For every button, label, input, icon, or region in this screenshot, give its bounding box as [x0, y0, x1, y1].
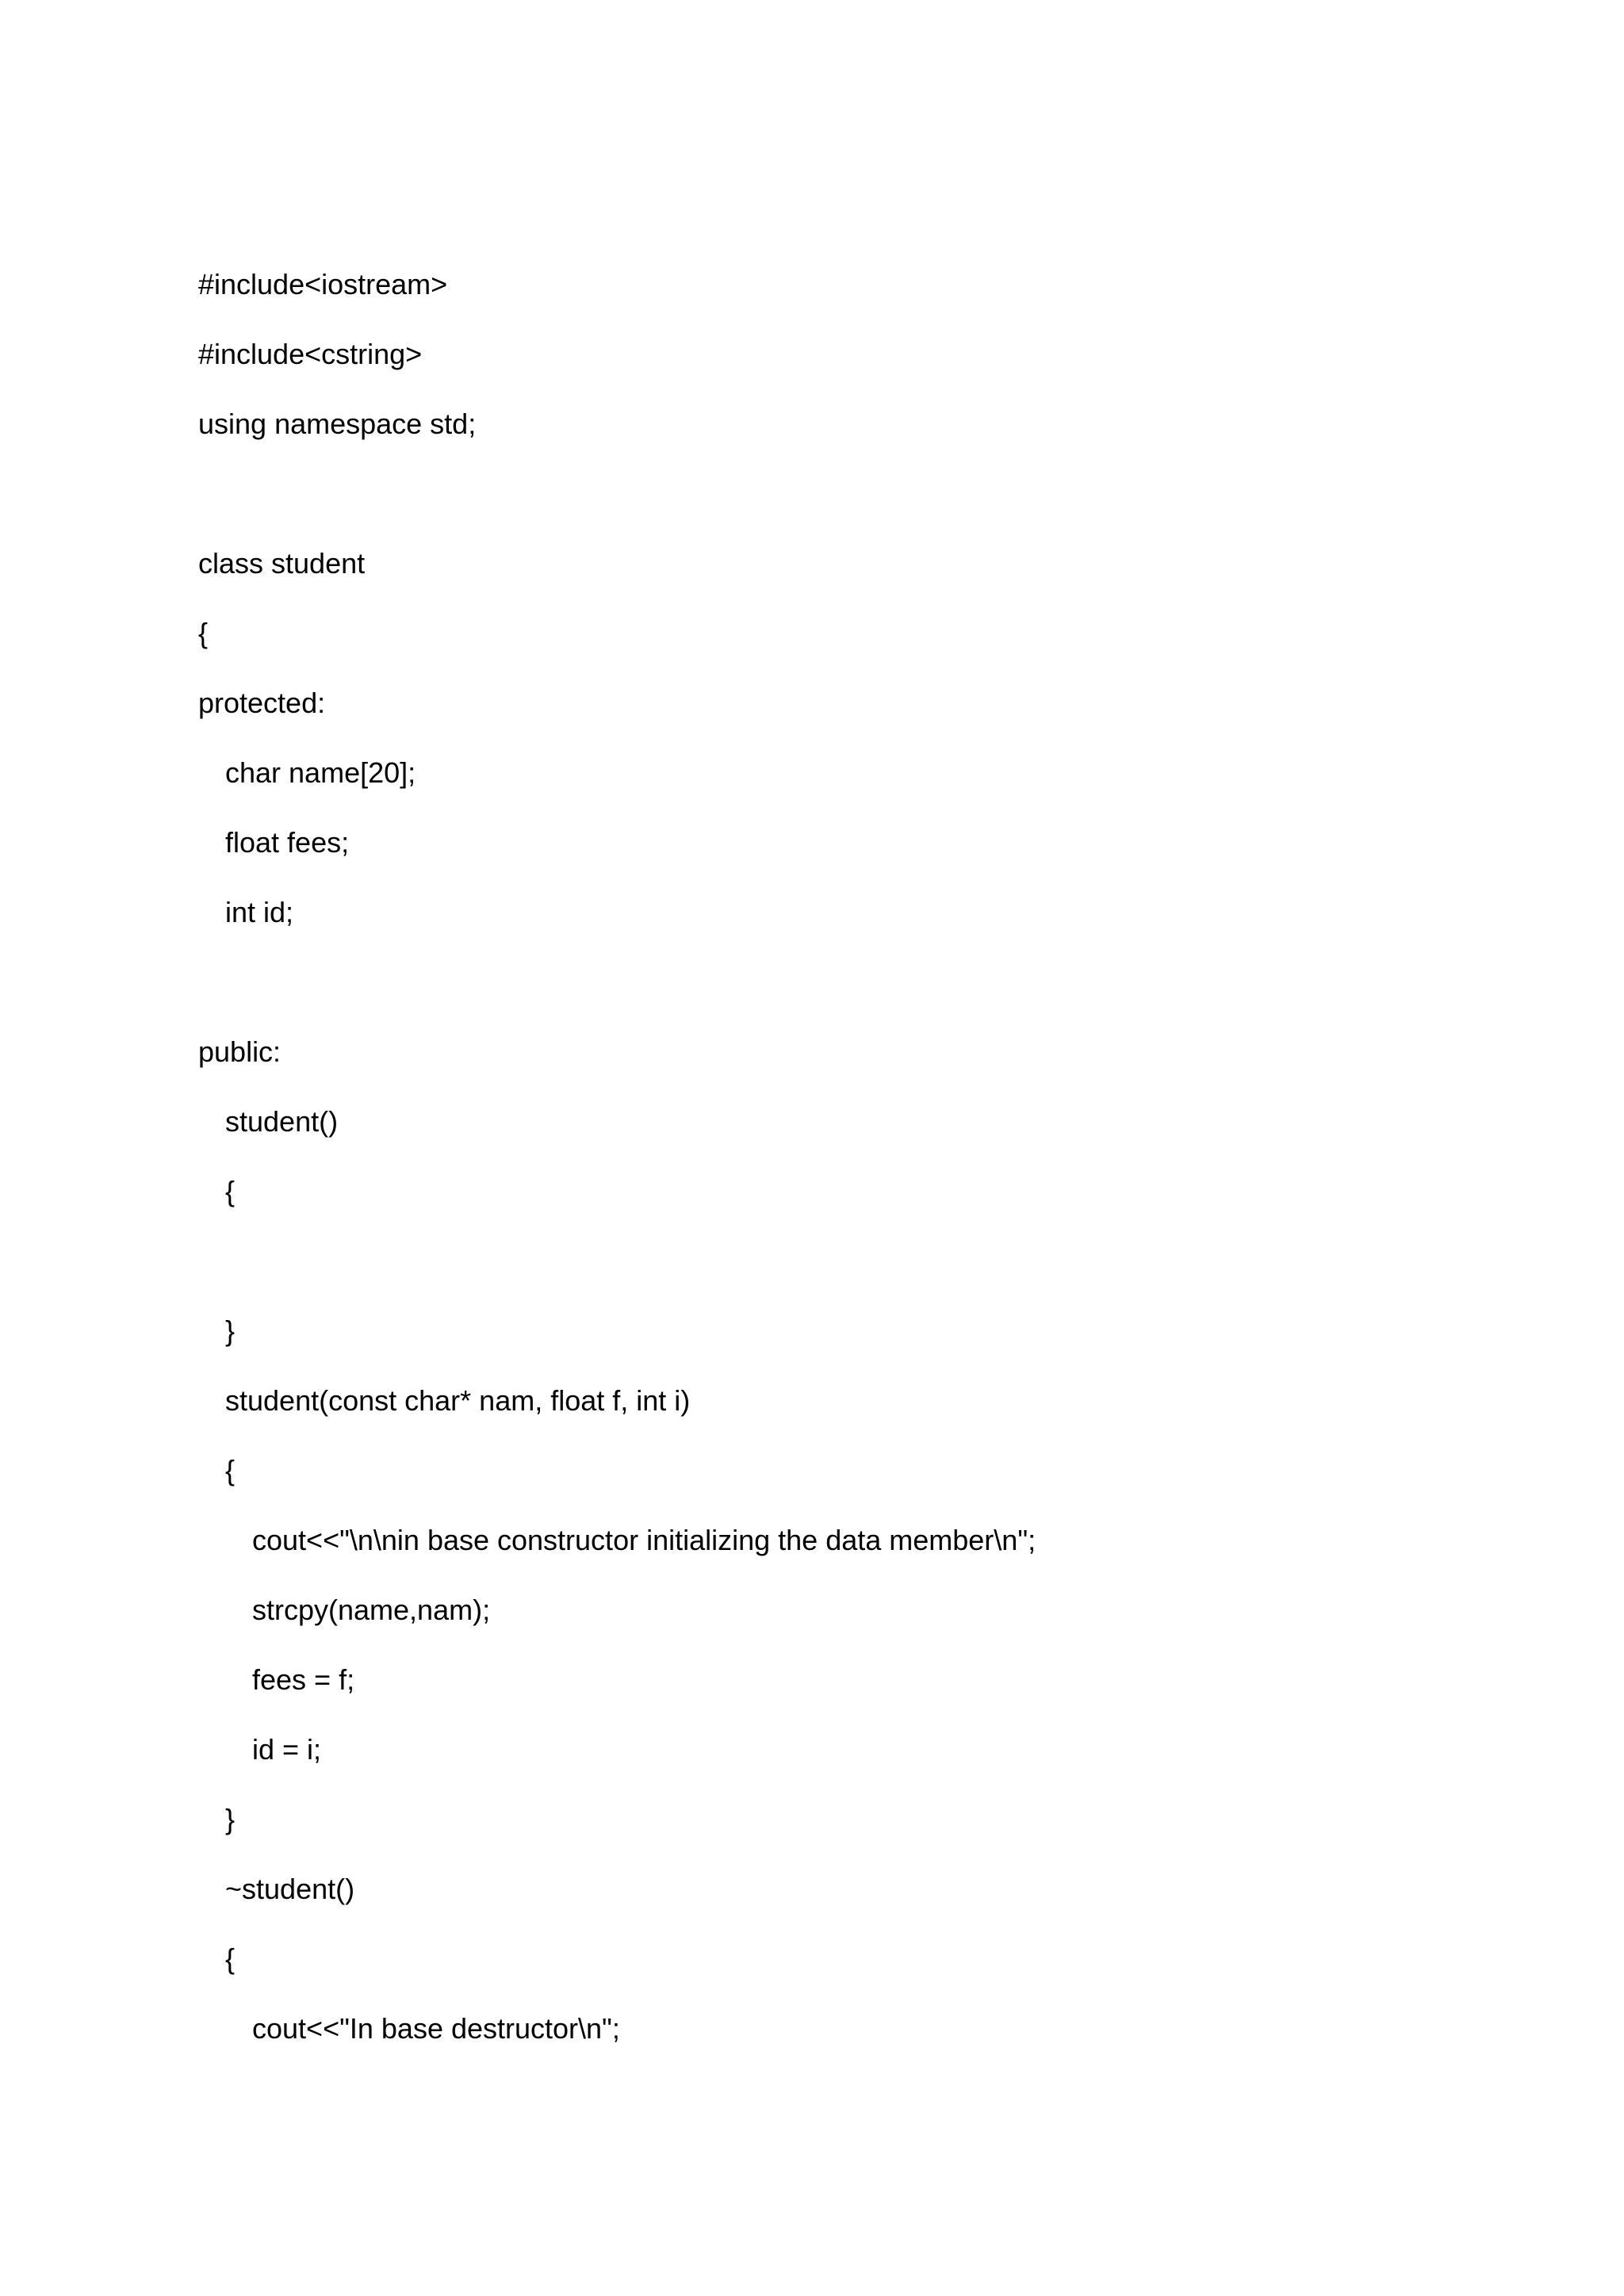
- code-line: {: [225, 1454, 236, 1487]
- code-line: using namespace std;: [198, 408, 477, 440]
- blank-line: [198, 965, 1546, 1035]
- code-line: }: [225, 1803, 236, 1835]
- blank-line: [198, 476, 1546, 546]
- blank-line: [198, 1244, 1546, 1314]
- code-line: strcpy(name,nam);: [252, 1594, 491, 1626]
- code-line: {: [225, 1942, 236, 1975]
- code-line: {: [225, 1175, 236, 1207]
- code-line: char name[20];: [225, 756, 416, 789]
- code-line: fees = f;: [252, 1663, 355, 1696]
- code-line: protected:: [198, 687, 326, 719]
- code-line: student(const char* nam, float f, int i): [225, 1384, 691, 1417]
- code-listing: [198, 267, 1546, 2081]
- code-line: id = i;: [252, 1733, 322, 1766]
- code-line: cout<<"\n\nin base constructor initializing the data member\n";: [252, 1524, 1036, 1556]
- code-line: int id;: [225, 896, 294, 928]
- code-line: float fees;: [225, 826, 350, 859]
- code-line: #include<cstring>: [198, 338, 423, 370]
- code-line: class student: [198, 547, 366, 580]
- code-line: student(): [225, 1105, 339, 1138]
- code-line: #include<iostream>: [198, 268, 448, 300]
- code-line: cout<<"In base destructor\n";: [252, 2012, 620, 2045]
- code-line: ~student(): [225, 1873, 355, 1905]
- code-line: public:: [198, 1035, 282, 1068]
- code-line: }: [225, 1314, 236, 1347]
- code-line: {: [198, 617, 209, 649]
